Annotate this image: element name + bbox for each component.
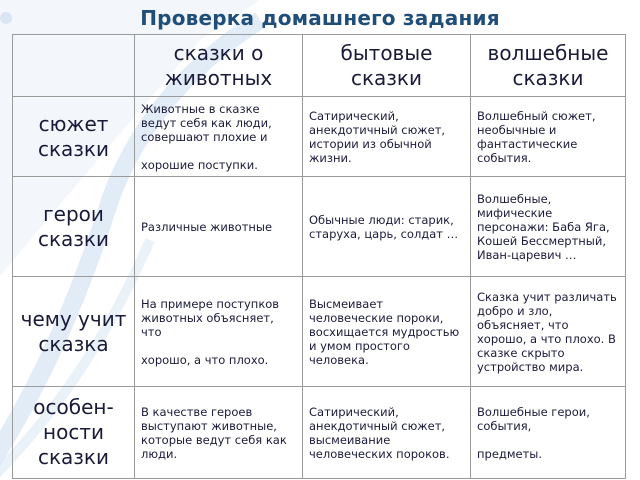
column-header-everyday: бытовые сказки: [303, 35, 471, 97]
table-row: [13, 277, 626, 387]
table-cell: Волшебные герои, события, предметы.: [471, 387, 626, 479]
table-cell: Волшебные, мифические персонажи: Баба Яга, Кошей Бессмертный, Иван-царевич …: [471, 177, 626, 277]
header-row: [13, 35, 626, 97]
column-header-animals: сказки о животных: [135, 35, 303, 97]
table-cell: Сказка учит различать добро и зло, объясняет, что хорошо, а что плохо. В сказке скрыто устройство мира.: [471, 277, 626, 387]
table-cell: В качестве героев выступают животные, которые ведут себя как люди.: [135, 387, 303, 479]
table-cell: Сатирический, анекдотичный сюжет, истории из обычной жизни.: [303, 97, 471, 177]
table-cell: Сатирический, анекдотичный сюжет, высмеивание человеческих пороков.: [303, 387, 471, 479]
table-row: [13, 97, 626, 177]
corner-cell: [13, 35, 135, 97]
table-cell: На примере поступков животных объясняет, что хорошо, а что плохо.: [135, 277, 303, 387]
row-label-lesson: чему учит сказка: [13, 277, 135, 387]
table-cell: Обычные люди: старик, старуха, царь, солдат …: [303, 177, 471, 277]
table-cell: Волшебный сюжет, необычные и фантастические события.: [471, 97, 626, 177]
table-cell: Животные в сказке ведут себя как люди, совершают плохие и хорошие поступки.: [135, 97, 303, 177]
table-row: [13, 177, 626, 277]
row-label-features: особен-ности сказки: [13, 387, 135, 479]
table-row: [13, 387, 626, 479]
table-cell: Различные животные: [135, 177, 303, 277]
column-header-magic: волшебные сказки: [471, 35, 626, 97]
row-label-plot: сюжет сказки: [13, 97, 135, 177]
slide-title: Проверка домашнего задания: [140, 6, 500, 30]
table-cell: Высмеивает человеческие пороки, восхищается мудростью и умом простого человека.: [303, 277, 471, 387]
fairy-tale-table: [12, 34, 626, 479]
row-label-heroes: герои сказки: [13, 177, 135, 277]
